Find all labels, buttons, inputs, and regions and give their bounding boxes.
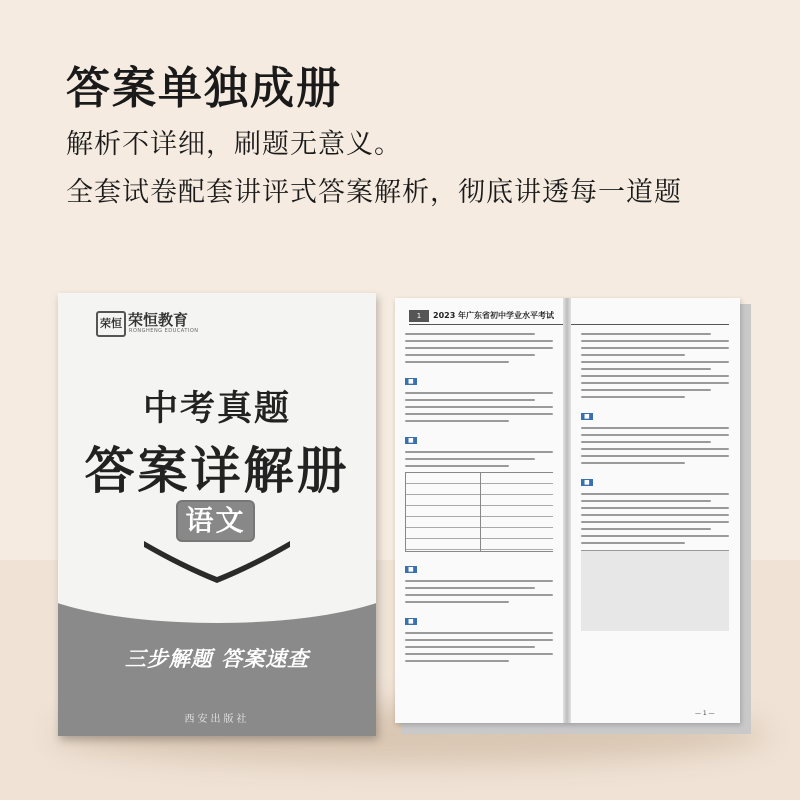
cover-publisher: 西安出版社 bbox=[184, 714, 250, 725]
analysis-table bbox=[405, 472, 553, 552]
tag-marker: ■ bbox=[405, 437, 417, 444]
tag-marker: ■ bbox=[405, 618, 417, 625]
logo-english: RONGHENG EDUCATION bbox=[129, 328, 199, 334]
answer-book-cover bbox=[58, 293, 376, 736]
page-column-left bbox=[405, 328, 553, 708]
logo-mark: 荣恒 bbox=[96, 311, 126, 337]
subline-1: 解析不详细，刷题无意义。 bbox=[66, 129, 402, 160]
logo-name: 荣恒教育 bbox=[128, 311, 189, 329]
inner-page bbox=[395, 298, 740, 723]
tag-marker: ■ bbox=[581, 413, 593, 420]
book-gutter bbox=[563, 298, 571, 723]
footer-page-number: — 1 — bbox=[695, 710, 715, 717]
page-number: 1 bbox=[409, 310, 429, 322]
cover-slogan: 三步解题 答案速查 bbox=[124, 647, 310, 671]
tag-marker: ■ bbox=[405, 378, 417, 385]
publisher-logo bbox=[96, 307, 201, 337]
cover-title-line2: 答案详解册 bbox=[84, 442, 350, 500]
open-answer-book bbox=[395, 298, 747, 728]
headline: 答案单独成册 bbox=[66, 63, 342, 114]
page-title: 2023 年广东省初中学业水平考试 bbox=[433, 311, 555, 320]
tag-marker: ■ bbox=[581, 479, 593, 486]
page-column-right bbox=[581, 328, 729, 708]
tag-marker: ■ bbox=[405, 566, 417, 573]
note-box bbox=[581, 550, 729, 631]
cover-title-line1: 中考真题 bbox=[142, 389, 291, 429]
subject-badge: 语文 bbox=[176, 500, 255, 542]
subline-2: 全套试卷配套讲评式答案解析，彻底讲透每一道题 bbox=[66, 177, 682, 208]
